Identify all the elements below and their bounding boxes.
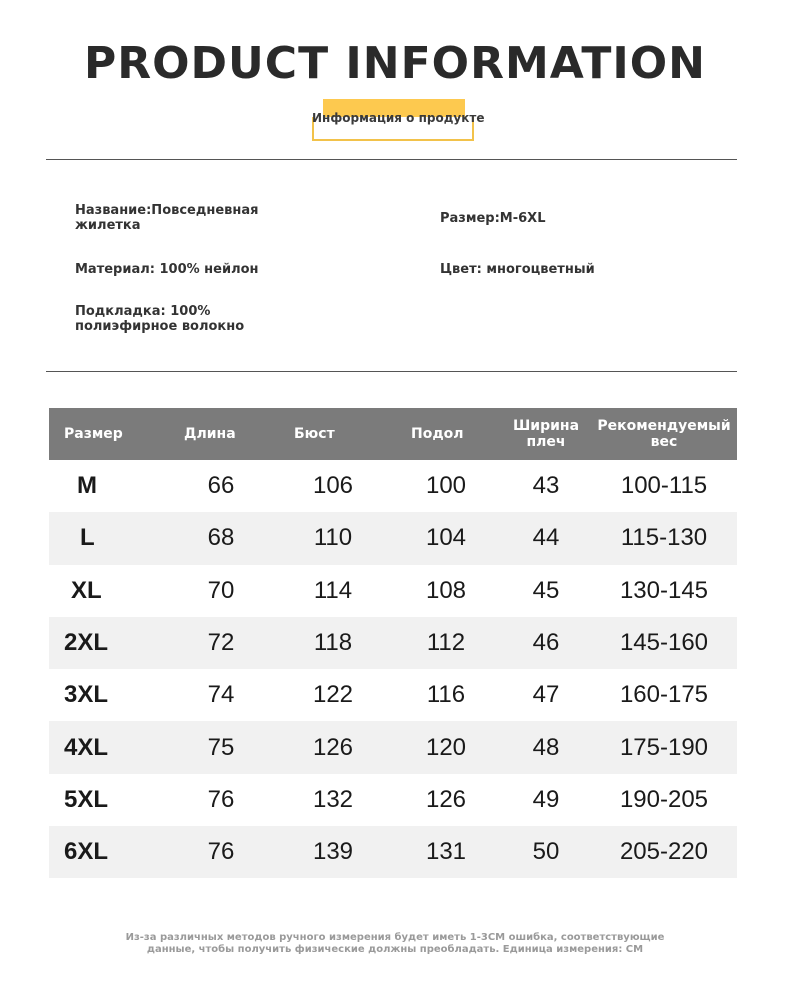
cell-shoulder: 48 <box>501 721 591 773</box>
cell-hem: 120 <box>391 721 501 773</box>
cell-hem: 100 <box>425 472 467 500</box>
cell-weight: 145-160 <box>591 617 737 669</box>
cell-shoulder: 47 <box>532 681 560 709</box>
divider-top <box>46 159 737 160</box>
cell-hem: 104 <box>391 512 501 564</box>
info-lining: Подкладка: 100% полиэфирное волокно <box>75 304 245 334</box>
cell-size: 5XL <box>64 785 109 813</box>
header-size: Размер <box>49 408 167 460</box>
cell-length: 72 <box>167 617 275 669</box>
cell-size: 6XL <box>49 826 167 878</box>
cell-shoulder: 50 <box>501 826 591 878</box>
cell-length: 68 <box>167 512 275 564</box>
cell-bust: 110 <box>275 512 391 564</box>
cell-length: 76 <box>167 826 275 878</box>
table-row <box>49 565 737 617</box>
header-shoulder: Ширина плеч <box>501 408 591 460</box>
info-color: Цвет: многоцветный <box>440 262 595 277</box>
subtitle-text: Информация о продукте <box>312 111 485 125</box>
subtitle-badge <box>312 99 485 143</box>
divider-bottom <box>46 371 737 372</box>
table-row <box>49 669 737 721</box>
cell-length: 70 <box>207 576 235 604</box>
cell-weight: 100-115 <box>620 472 708 500</box>
table-row <box>49 774 737 826</box>
cell-weight: 175-190 <box>591 721 737 773</box>
cell-bust: 132 <box>312 785 354 813</box>
table-header-row <box>49 408 737 460</box>
cell-length: 76 <box>207 785 235 813</box>
cell-bust: 122 <box>312 681 354 709</box>
cell-length: 66 <box>207 472 235 500</box>
cell-weight: 205-220 <box>591 826 737 878</box>
header-length: Длина <box>167 408 275 460</box>
size-chart-table <box>49 408 737 878</box>
table-row <box>49 460 737 512</box>
info-material: Материал: 100% нейлон <box>75 262 259 277</box>
page-title: PRODUCT INFORMATION <box>84 38 706 89</box>
cell-size: 4XL <box>49 721 167 773</box>
header-bust: Бюст <box>275 408 391 460</box>
cell-bust: 118 <box>275 617 391 669</box>
table-row <box>49 617 737 669</box>
cell-size: 3XL <box>64 681 109 709</box>
measurement-footnote: Из-за различных методов ручного измерения будет иметь 1-3CM ошибка, соответствующие данные, чтобы получить физические должны преобладать. Единица измерения: CM <box>125 932 665 955</box>
cell-weight: 190-205 <box>619 785 709 813</box>
table-row <box>49 721 737 773</box>
table-row <box>49 826 737 878</box>
cell-weight: 115-130 <box>591 512 737 564</box>
table-row <box>49 512 737 564</box>
header-hem: Подол <box>391 408 501 460</box>
cell-size: 2XL <box>49 617 167 669</box>
cell-hem: 131 <box>391 826 501 878</box>
info-name: Название:Повседневная жилетка <box>75 203 259 233</box>
cell-hem: 126 <box>425 785 467 813</box>
cell-size: M <box>77 472 97 500</box>
cell-hem: 116 <box>426 681 466 709</box>
cell-hem: 108 <box>425 576 467 604</box>
cell-shoulder: 44 <box>501 512 591 564</box>
cell-bust: 126 <box>275 721 391 773</box>
cell-length: 74 <box>207 681 235 709</box>
cell-bust: 139 <box>275 826 391 878</box>
cell-hem: 112 <box>391 617 501 669</box>
cell-weight: 130-145 <box>619 576 709 604</box>
cell-shoulder: 45 <box>532 576 560 604</box>
cell-shoulder: 46 <box>501 617 591 669</box>
cell-size: L <box>49 512 167 564</box>
header-weight: Рекомендуемый вес <box>591 408 737 460</box>
cell-size: XL <box>71 576 102 604</box>
cell-shoulder: 43 <box>532 472 560 500</box>
cell-weight: 160-175 <box>619 681 709 709</box>
cell-bust: 106 <box>312 472 354 500</box>
cell-length: 75 <box>167 721 275 773</box>
cell-shoulder: 49 <box>532 785 560 813</box>
info-size: Размер:M-6XL <box>440 211 546 226</box>
cell-bust: 114 <box>313 576 353 604</box>
